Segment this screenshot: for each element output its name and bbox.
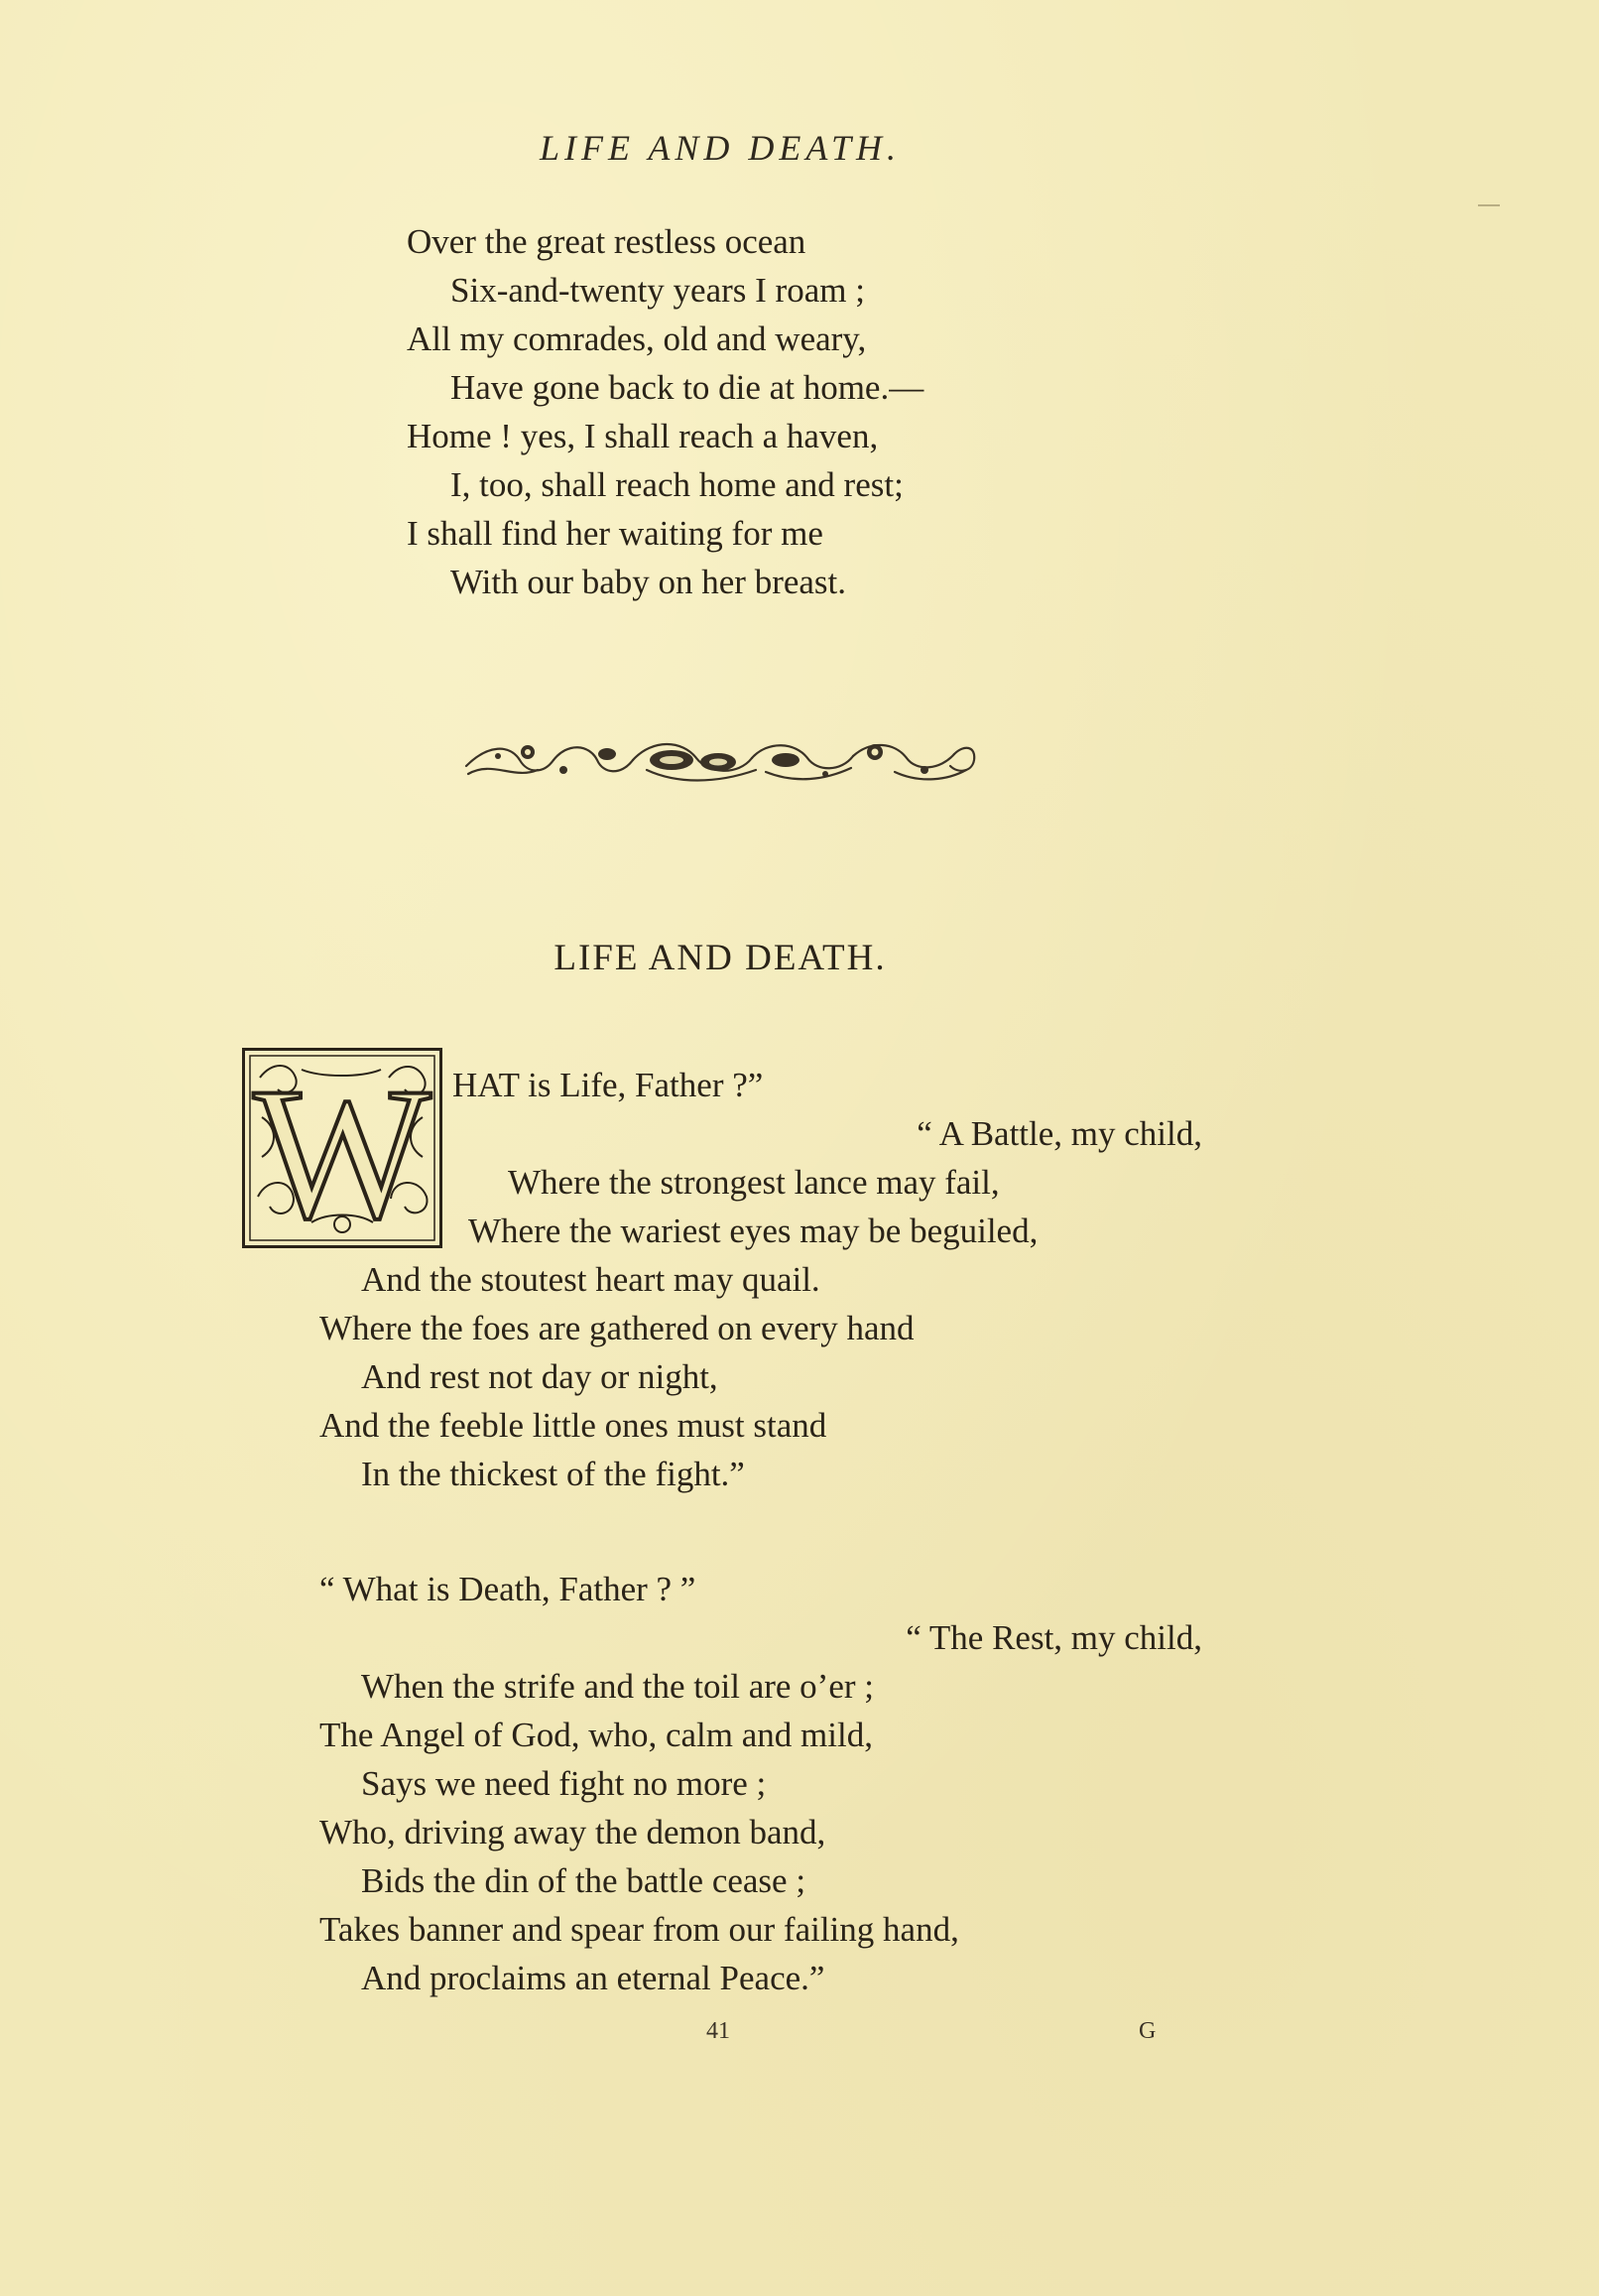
poem-line: And the feeble little ones must stand xyxy=(319,1406,827,1445)
poem-line: The Angel of God, who, calm and mild, xyxy=(319,1716,873,1754)
poem-line: When the strife and the toil are o’er ; xyxy=(361,1667,875,1706)
poem-line: Who, driving away the demon band, xyxy=(319,1813,826,1851)
poem-line: I shall find her waiting for me xyxy=(407,514,823,553)
poem-line: Takes banner and spear from our failing hand, xyxy=(319,1910,959,1949)
poem-line: Where the wariest eyes may be beguiled, xyxy=(468,1212,1039,1250)
poem-line: Six-and-twenty years I roam ; xyxy=(450,271,865,310)
poem-line: Says we need fight no more ; xyxy=(361,1764,767,1803)
poem-line: Over the great restless ocean xyxy=(407,222,806,261)
poem-line: Home ! yes, I shall reach a haven, xyxy=(407,417,879,455)
poem-line: I, too, shall reach home and rest; xyxy=(450,465,904,504)
poem-line: Where the foes are gathered on every hand xyxy=(319,1309,915,1347)
poem-line: Where the strongest lance may fail, xyxy=(508,1163,1000,1202)
running-head: LIFE AND DEATH. xyxy=(539,128,901,168)
poem-line: “ The Rest, my child, xyxy=(906,1618,1202,1657)
signature-mark: G xyxy=(1139,2018,1157,2044)
poem-line: Have gone back to die at home.— xyxy=(450,368,924,407)
poem-line: And the stoutest heart may quail. xyxy=(361,1260,820,1299)
drop-cap-ornament xyxy=(242,1048,442,1248)
poem-title: LIFE AND DEATH. xyxy=(554,938,887,978)
floral-ornament-icon xyxy=(458,730,982,790)
poem-line: And rest not day or night, xyxy=(361,1357,718,1396)
poem-line: “ What is Death, Father ? ” xyxy=(319,1570,696,1608)
drop-cap-letter: W xyxy=(253,1050,431,1248)
poem-line: And proclaims an eternal Peace.” xyxy=(361,1959,825,1997)
poem-line: Bids the din of the battle cease ; xyxy=(361,1861,806,1900)
poem-line: All my comrades, old and weary, xyxy=(407,319,867,358)
poem-line: With our baby on her breast. xyxy=(450,563,847,601)
poem-line: “ A Battle, my child, xyxy=(917,1114,1202,1153)
poem-line: In the thickest of the fight.” xyxy=(361,1455,745,1493)
poem-line: HAT is Life, Father ?” xyxy=(452,1066,764,1104)
edge-mark xyxy=(1478,204,1500,206)
page-number: 41 xyxy=(706,2018,730,2044)
